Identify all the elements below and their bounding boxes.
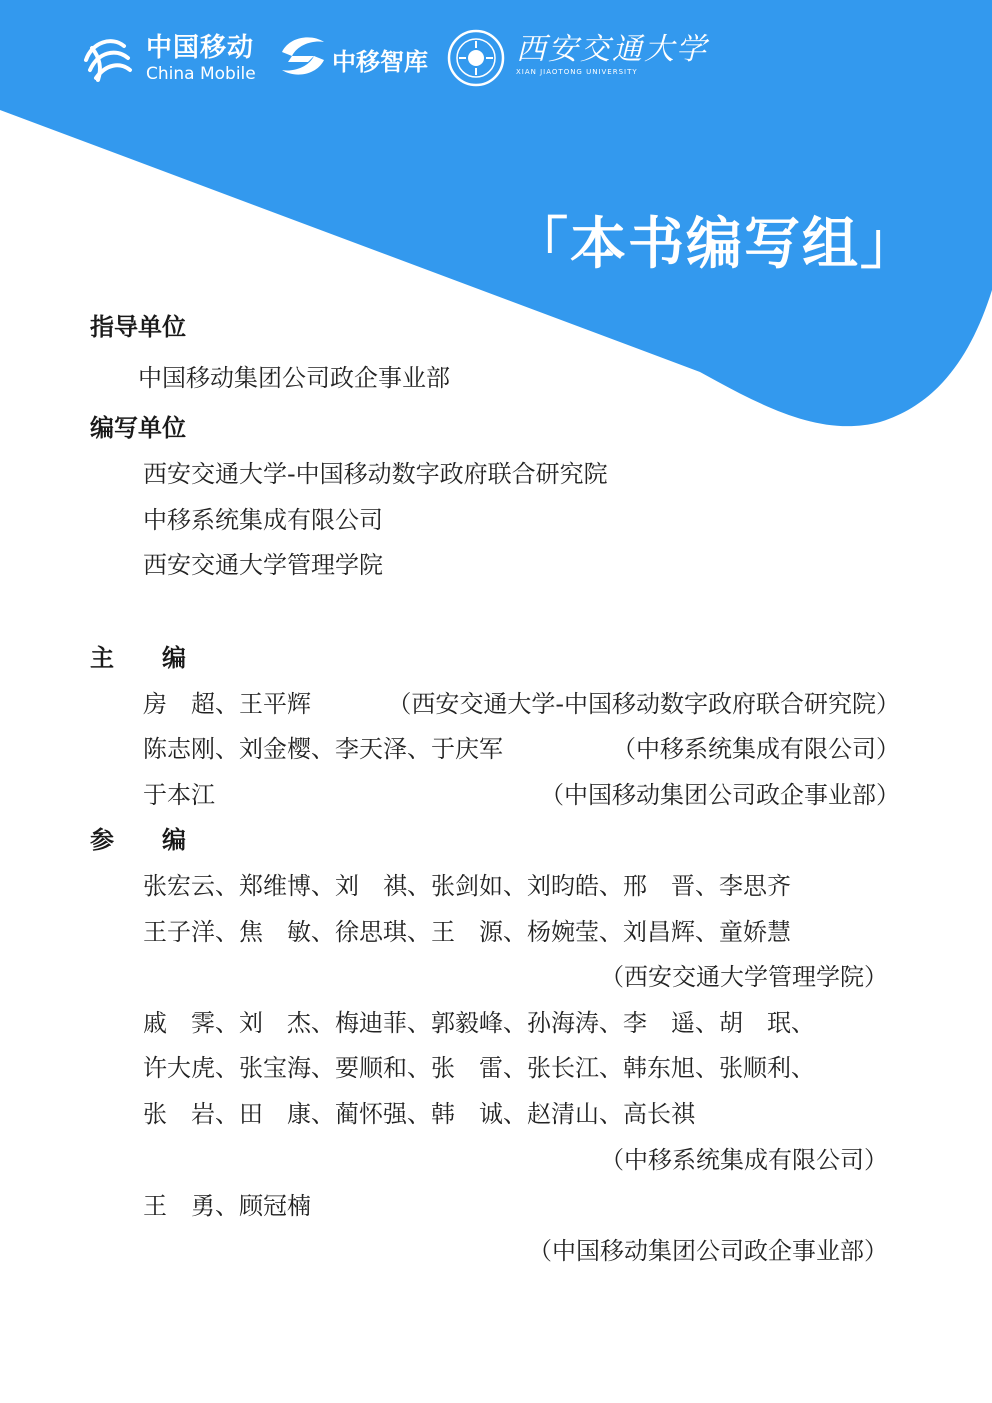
china-mobile-cn: 中国移动 bbox=[146, 33, 255, 63]
guidance-heading: 指导单位 bbox=[90, 313, 186, 341]
guidance-org: 中国移动集团公司政企事业部 bbox=[138, 364, 450, 392]
chief-editor-names: 房 超、王平辉 bbox=[143, 690, 311, 718]
zhongyi-zhiku-logo-icon bbox=[278, 34, 328, 78]
chief-editor-names: 于本江 bbox=[143, 781, 215, 809]
contributor-names-line: 许大虎、张宝海、要顺和、张 雷、张长江、韩东旭、张顺利、 bbox=[143, 1054, 815, 1082]
contributor-org: （中国移动集团公司政企事业部） bbox=[528, 1237, 888, 1265]
china-mobile-en: China Mobile bbox=[146, 64, 256, 84]
zhongyi-zhiku-brand: 中移智库 bbox=[332, 48, 428, 76]
compiler-org: 西安交通大学管理学院 bbox=[143, 551, 383, 579]
chief-editor-org: （中移系统集成有限公司） bbox=[612, 735, 900, 763]
chief-editor-org: （中国移动集团公司政企事业部） bbox=[540, 781, 900, 809]
compilers-heading: 编写单位 bbox=[90, 414, 186, 442]
contributor-names-line: 张 岩、田 康、蔺怀强、韩 诚、赵清山、高长祺 bbox=[143, 1100, 695, 1128]
contributor-names-line: 王 勇、顾冠楠 bbox=[143, 1192, 311, 1220]
compiler-org: 西安交通大学-中国移动数字政府联合研究院 bbox=[143, 460, 608, 488]
page-title: 「本书编写组」 bbox=[512, 212, 918, 277]
contributor-org: （西安交通大学管理学院） bbox=[600, 963, 888, 991]
chief-editor-names: 陈志刚、刘金樱、李天泽、于庆军 bbox=[143, 735, 503, 763]
xjtu-cn: 西安交通大学 bbox=[516, 32, 708, 67]
contributor-org: （中移系统集成有限公司） bbox=[600, 1146, 888, 1174]
xjtu-brand bbox=[516, 34, 708, 76]
china-mobile-logo-icon bbox=[78, 28, 136, 86]
compiler-org: 中移系统集成有限公司 bbox=[143, 506, 383, 534]
contributor-names-line: 戚 霁、刘 杰、梅迪菲、郭毅峰、孙海涛、李 遥、胡 珉、 bbox=[143, 1009, 815, 1037]
xjtu-en: XIAN JIAOTONG UNIVERSITY bbox=[516, 68, 638, 76]
contributors-heading: 参 编 bbox=[90, 826, 186, 854]
chief-editors-heading: 主 编 bbox=[90, 644, 186, 672]
contributor-names-line: 张宏云、郑维博、刘 祺、张剑如、刘昀皓、邢 晋、李思齐 bbox=[143, 872, 791, 900]
chief-editor-org: （西安交通大学-中国移动数字政府联合研究院） bbox=[387, 690, 900, 718]
china-mobile-brand bbox=[146, 34, 256, 84]
contributor-names-line: 王子洋、焦 敏、徐思琪、王 源、杨婉莹、刘昌辉、童娇慧 bbox=[143, 918, 791, 946]
xjtu-seal-icon bbox=[446, 28, 506, 88]
